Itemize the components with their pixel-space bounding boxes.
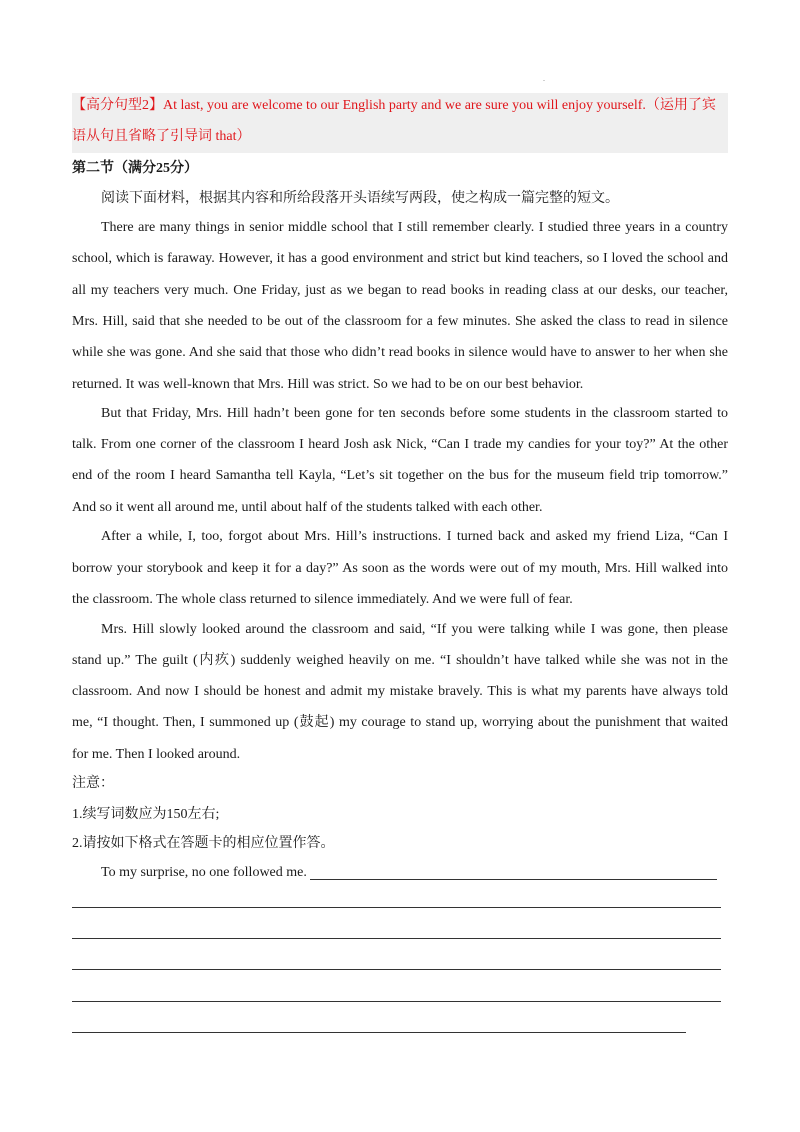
passage-line-15: stand up.” The guilt (内疚) suddenly weighed heavily on me. “I shouldn’t have talked while she was not in the	[72, 653, 728, 668]
highlight-line-1: 【高分句型2】At last, you are welcome to our English party and we are sure you will enjoy yourself.（运用了宾	[72, 98, 716, 113]
continuation-prompt: To my surprise, no one followed me.	[101, 865, 307, 880]
passage-line-6: returned. It was well-known that Mrs. Hill was strict. So we had to be on our best behavior.	[72, 377, 584, 392]
notes-item-2: 2.请按如下格式在答题卡的相应位置作答。	[72, 836, 335, 851]
passage-line-5: while she was gone. And she said that those who didn’t read books in silence would have to answer to her when she	[72, 345, 728, 360]
notes-item-1: 1.续写词数应为150左右;	[72, 807, 220, 822]
passage-line-14: Mrs. Hill slowly looked around the classroom and said, “If you were talking while I was gone, then please	[101, 622, 728, 637]
highlight-line-2: 语从句且省略了引导词 that）	[72, 129, 251, 144]
passage-line-1: There are many things in senior middle school that I still remember clearly. I studied three years in a country	[101, 220, 728, 235]
passage-line-7: But that Friday, Mrs. Hill hadn’t been gone for ten seconds before some students in the classroom started to	[101, 406, 728, 421]
answer-line-5[interactable]	[72, 1001, 721, 1002]
passage-line-4: Mrs. Hill, said that she needed to be out of the classroom for a few minutes. She asked the class to read in silence	[72, 314, 728, 329]
passage-line-10: And so it went all around me, until about half of the students talked with each other.	[72, 500, 543, 515]
passage-line-12: borrow your storybook and keep it for a day?” As soon as the words were out of my mouth, Mrs. Hill walked into	[72, 561, 728, 576]
answer-line-4[interactable]	[72, 969, 721, 970]
answer-line-6[interactable]	[72, 1032, 686, 1033]
passage-line-3: all my teachers very much. One Friday, just as we began to read books in reading class at our desks, our teacher,	[72, 283, 728, 298]
answer-line-3[interactable]	[72, 938, 721, 939]
passage-line-18: for me. Then I looked around.	[72, 747, 241, 762]
passage-line-13: the classroom. The whole class returned to silence immediately. And we were full of fear.	[72, 592, 573, 607]
answer-line-1[interactable]	[310, 879, 717, 880]
passage-line-8: talk. From one corner of the classroom I heard Josh ask Nick, “Can I trade my candies for your toy?” At the other	[72, 437, 728, 452]
notes-heading: 注意：	[72, 776, 114, 791]
top-mark: .	[543, 74, 545, 83]
passage-line-11: After a while, I, too, forgot about Mrs. Hill’s instructions. I turned back and asked my friend Liza, “Can I	[101, 529, 728, 544]
section-title: 第二节（满分25分）	[72, 161, 198, 176]
passage-line-16: classroom. And now I should be honest and admit my mistake bravely. This is what my parents have always told	[72, 684, 728, 699]
passage-line-17: me, “I thought. Then, I summoned up (鼓起) my courage to stand up, worrying about the punishment that waited	[72, 715, 728, 730]
instruction: 阅读下面材料，根据其内容和所给段落开头语续写两段，使之构成一篇完整的短文。	[101, 191, 619, 206]
passage-line-9: end of the room I heard Samantha tell Kayla, “Let’s sit together on the bus for the museum field trip tomorrow.”	[72, 468, 728, 483]
answer-line-2[interactable]	[72, 907, 721, 908]
passage-line-2: school, which is faraway. However, it has a good environment and strict but kind teachers, so I loved the school and	[72, 251, 728, 266]
